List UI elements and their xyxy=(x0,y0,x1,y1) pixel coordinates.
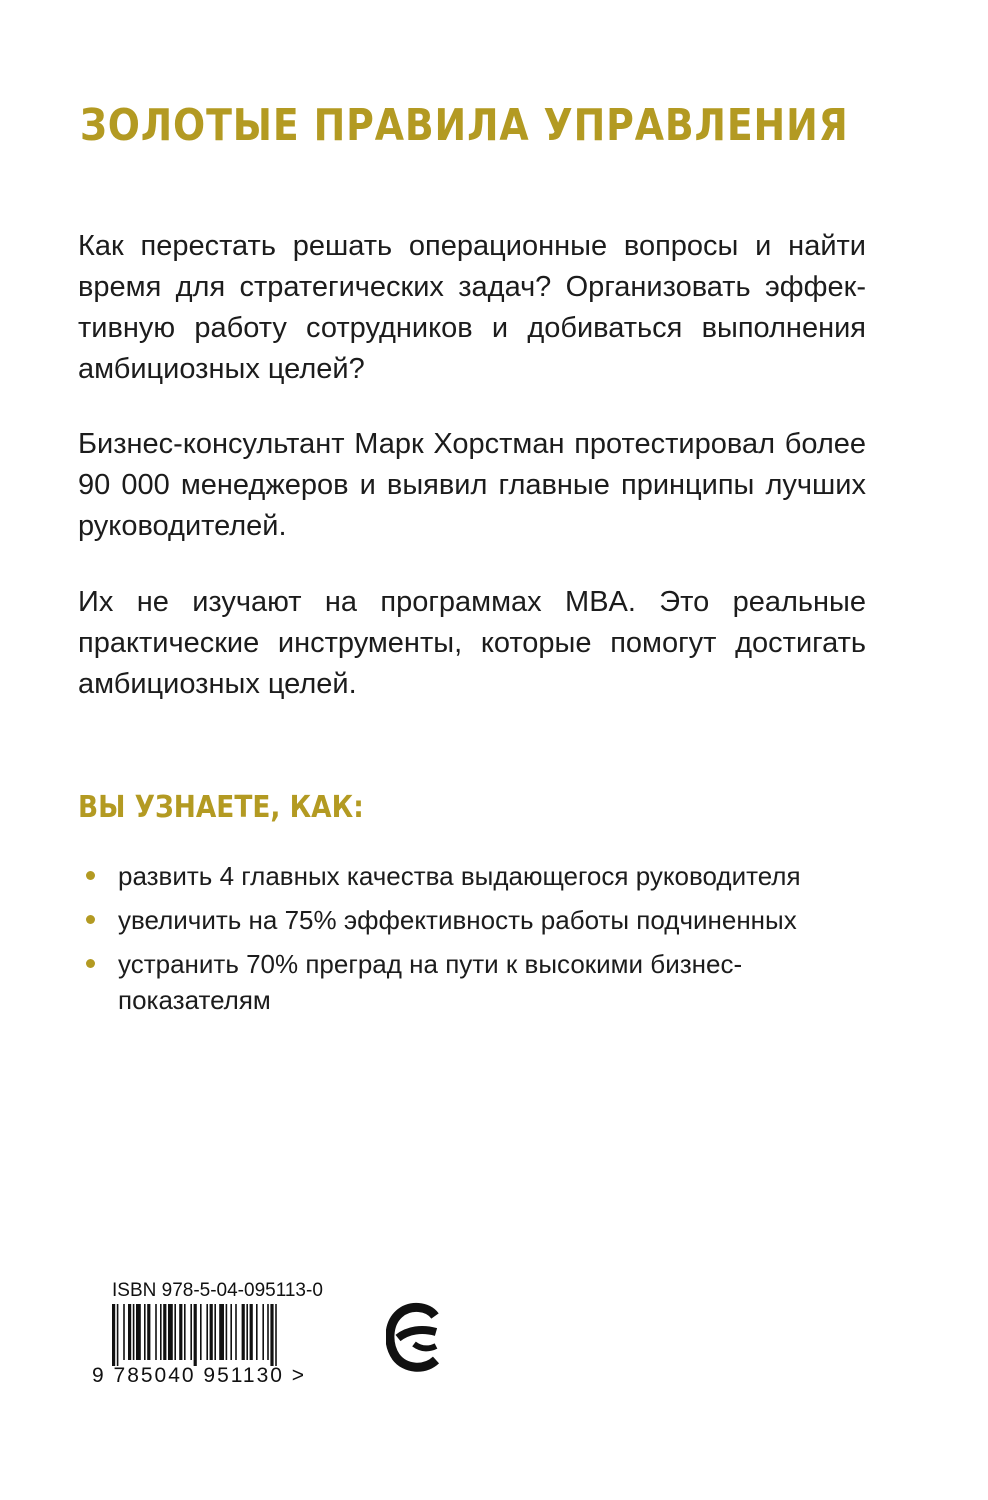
list-item xyxy=(80,946,880,1018)
benefits-list xyxy=(80,858,880,1026)
isbn-label: ISBN 978-5-04-095113-0 xyxy=(112,1280,323,1301)
bullet-text: устранить 70% преград на пути к высокими бизнес-показателям xyxy=(118,949,743,1015)
eksmo-logo-icon xyxy=(386,1302,446,1372)
tools-paragraph: Их не изучают на программах MBA. Это реальные практические инструменты, которые помогут достигать амбициозных целей. xyxy=(78,586,866,700)
bullet-dot-icon xyxy=(86,915,95,924)
author-paragraph: Бизнес-консультант Марк Хорстман протестировал более 90 000 менеджеров и выявил главные принципы лучших руководителей. xyxy=(78,428,866,542)
barcode-digits: 9 785040 951130 > xyxy=(92,1364,307,1387)
list-item xyxy=(80,902,880,938)
bullet-dot-icon xyxy=(86,871,95,880)
bullet-text: развить 4 главных качества выдающегося руководителя xyxy=(118,861,801,891)
cover-title: ЗОЛОТЫЕ ПРАВИЛА УПРАВЛЕНИЯ xyxy=(80,100,849,151)
barcode-icon xyxy=(110,1304,340,1366)
bullet-text: увеличить на 75% эффективность работы подчиненных xyxy=(118,905,797,935)
bullet-dot-icon xyxy=(86,959,95,968)
intro-paragraph: Как перестать решать операционные вопросы и найти время для стратегических задач? Организовать эффективную работу сотрудников и добиваться выполнения амбициозных целей? xyxy=(78,230,866,385)
learn-heading: ВЫ УЗНАЕТЕ, КАК: xyxy=(78,790,364,825)
barcode-block xyxy=(92,1280,352,1390)
list-item xyxy=(80,858,880,894)
